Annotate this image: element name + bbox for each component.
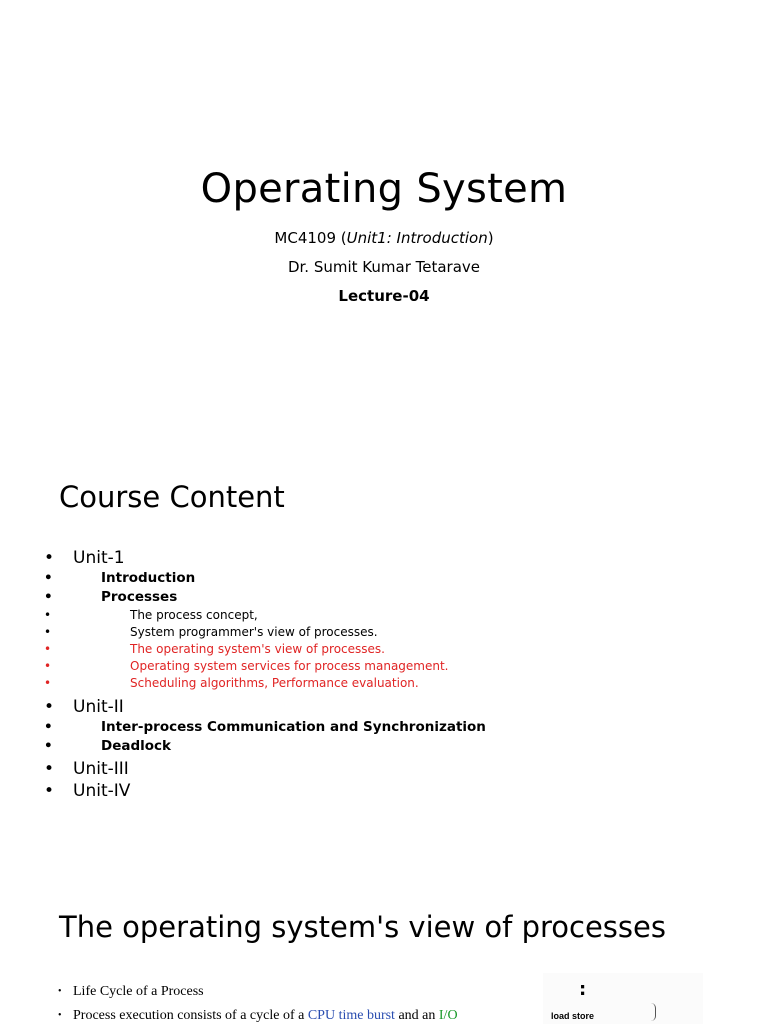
figure-label: load store	[551, 1011, 595, 1021]
process-cycle-figure	[543, 973, 703, 1024]
slide-heading: The operating system's view of processes	[59, 910, 666, 944]
outline-item-level-3: • Scheduling algorithms, Performance evaluation.	[58, 675, 486, 692]
outline-item-level-1: • Unit-1	[58, 547, 486, 569]
outline-item-level-3: • System programmer's view of processes.	[58, 624, 486, 641]
outline-item-level-3: • Operating system services for process management.	[58, 658, 486, 675]
lecture-number: Lecture-04	[338, 287, 430, 305]
cpu-burst-term: CPU time burst	[307, 1008, 395, 1023]
bullet-text: and an	[394, 1008, 439, 1023]
outline-item-level-2: • Deadlock	[58, 737, 486, 756]
outline-item-level-1: • Unit-II	[58, 696, 486, 718]
list-item	[58, 1004, 458, 1024]
io-term: I/O	[438, 1008, 458, 1023]
slide-heading: Course Content	[59, 480, 285, 514]
author-name: Dr. Sumit Kumar Tetarave	[287, 258, 481, 276]
course-content-slide	[0, 433, 768, 865]
bullet-text: Process execution consists of a cycle of a	[73, 1008, 308, 1023]
outline-item-level-3: • The process concept,	[58, 607, 486, 624]
outline-item-level-1: • Unit-IV	[58, 780, 486, 802]
outline-item-level-1: • Unit-III	[58, 758, 486, 780]
list-item: • Life Cycle of a Process	[58, 980, 458, 1004]
unit-label: Unit1: Introduction	[346, 229, 488, 247]
slide-title: Operating System	[200, 166, 568, 212]
outline-item-level-2: • Processes	[58, 588, 486, 607]
outline-item-level-2: • Inter-process Communication and Synchronization	[58, 718, 486, 737]
title-slide	[0, 0, 768, 432]
course-outline	[58, 547, 486, 802]
brace-shape	[651, 1003, 656, 1021]
figure-colon: :	[579, 979, 587, 1000]
outline-item-level-2: • Introduction	[58, 569, 486, 588]
bullet-list	[58, 980, 458, 1024]
process-view-slide	[0, 866, 768, 1024]
outline-item-level-3: • The operating system's view of processes.	[58, 641, 486, 658]
course-code: MC4109	[274, 229, 337, 247]
course-line	[0, 229, 768, 247]
paren-close: )	[487, 229, 494, 247]
paren-open: (	[336, 229, 347, 247]
